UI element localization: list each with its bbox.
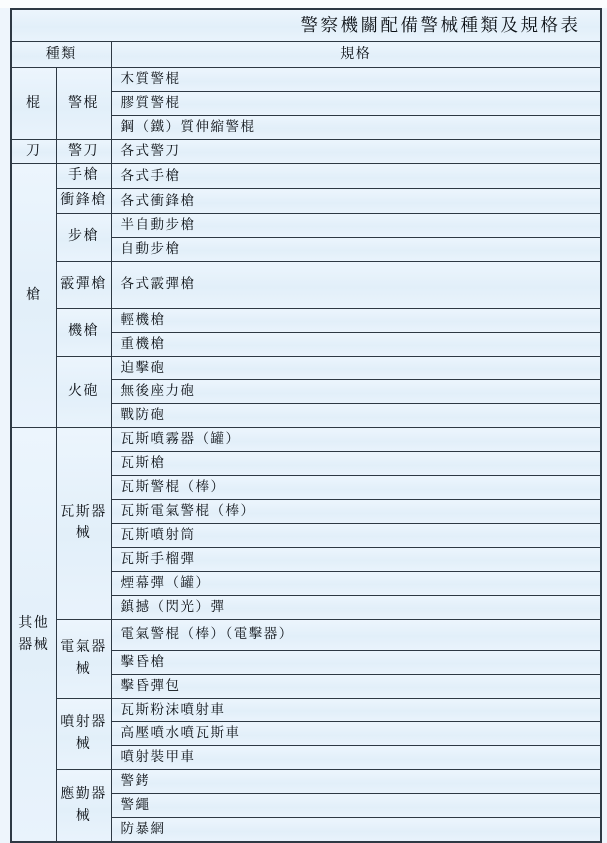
group-cell: 步槍 — [56, 213, 111, 261]
spec-cell: 瓦斯粉沫噴射車 — [111, 698, 601, 722]
page-margin — [0, 0, 607, 8]
spec-cell: 各式手槍 — [111, 164, 601, 189]
table-row — [11, 189, 601, 214]
group-cell: 火砲 — [56, 356, 111, 428]
spec-cell: 鋼（鐵）質伸縮警棍 — [111, 115, 601, 139]
spec-cell: 擊昏槍 — [111, 650, 601, 674]
table-row — [11, 428, 601, 452]
table-row — [11, 139, 601, 164]
table-row — [11, 619, 601, 650]
spec-cell: 高壓噴水噴瓦斯車 — [111, 722, 601, 746]
spec-cell: 防暴網 — [111, 818, 601, 842]
spec-cell: 煙幕彈（罐） — [111, 571, 601, 595]
spec-cell: 瓦斯槍 — [111, 452, 601, 476]
table-row — [11, 164, 601, 189]
spec-cell: 擊昏彈包 — [111, 674, 601, 698]
spec-cell: 自動步槍 — [111, 237, 601, 261]
title-row — [11, 9, 601, 42]
group-cell: 霰彈槍 — [56, 261, 111, 308]
spec-cell: 電氣警棍（棒）（電擊器） — [111, 619, 601, 650]
category-cell: 槍 — [11, 164, 56, 428]
spec-cell: 重機槍 — [111, 332, 601, 356]
group-cell: 警刀 — [56, 139, 111, 164]
group-cell: 電氣器械 — [56, 619, 111, 698]
table-title: 警察機關配備警械種類及規格表 — [11, 9, 601, 42]
table-row — [11, 770, 601, 794]
spec-cell: 警銬 — [111, 770, 601, 794]
spec-cell: 迫擊砲 — [111, 356, 601, 380]
category-cell: 其他器械 — [11, 428, 56, 842]
spec-cell: 無後座力砲 — [111, 380, 601, 404]
spec-cell: 瓦斯警棍（棒） — [111, 476, 601, 500]
weapons-spec-table — [10, 8, 602, 843]
group-cell: 衝鋒槍 — [56, 189, 111, 214]
spec-cell: 鎮撼（閃光）彈 — [111, 595, 601, 619]
table-row — [11, 68, 601, 92]
spec-cell: 各式衝鋒槍 — [111, 189, 601, 214]
spec-cell: 噴射裝甲車 — [111, 746, 601, 770]
category-cell: 刀 — [11, 139, 56, 164]
category-cell: 棍 — [11, 68, 56, 140]
table-row — [11, 261, 601, 308]
spec-cell: 輕機槍 — [111, 308, 601, 332]
header-row — [11, 42, 601, 68]
table-row — [11, 698, 601, 722]
spec-cell: 警繩 — [111, 794, 601, 818]
spec-cell: 木質警棍 — [111, 68, 601, 92]
group-cell: 瓦斯器械 — [56, 428, 111, 619]
group-cell: 警棍 — [56, 68, 111, 140]
header-type-column: 種類 — [11, 42, 111, 68]
table-row — [11, 356, 601, 380]
group-cell: 手槍 — [56, 164, 111, 189]
spec-cell: 膠質警棍 — [111, 91, 601, 115]
group-cell: 應勤器械 — [56, 770, 111, 842]
group-cell: 噴射器械 — [56, 698, 111, 770]
spec-cell: 瓦斯噴霧器（罐） — [111, 428, 601, 452]
spec-cell: 半自動步槍 — [111, 213, 601, 237]
spec-cell: 各式霰彈槍 — [111, 261, 601, 308]
group-cell: 機槍 — [56, 308, 111, 356]
header-spec-column: 規格 — [111, 42, 601, 68]
spec-cell: 戰防砲 — [111, 404, 601, 428]
spec-cell: 瓦斯噴射筒 — [111, 523, 601, 547]
spec-cell: 瓦斯手榴彈 — [111, 547, 601, 571]
spec-cell: 瓦斯電氣警棍（棒） — [111, 500, 601, 524]
table-row — [11, 213, 601, 237]
spec-cell: 各式警刀 — [111, 139, 601, 164]
table-row — [11, 308, 601, 332]
